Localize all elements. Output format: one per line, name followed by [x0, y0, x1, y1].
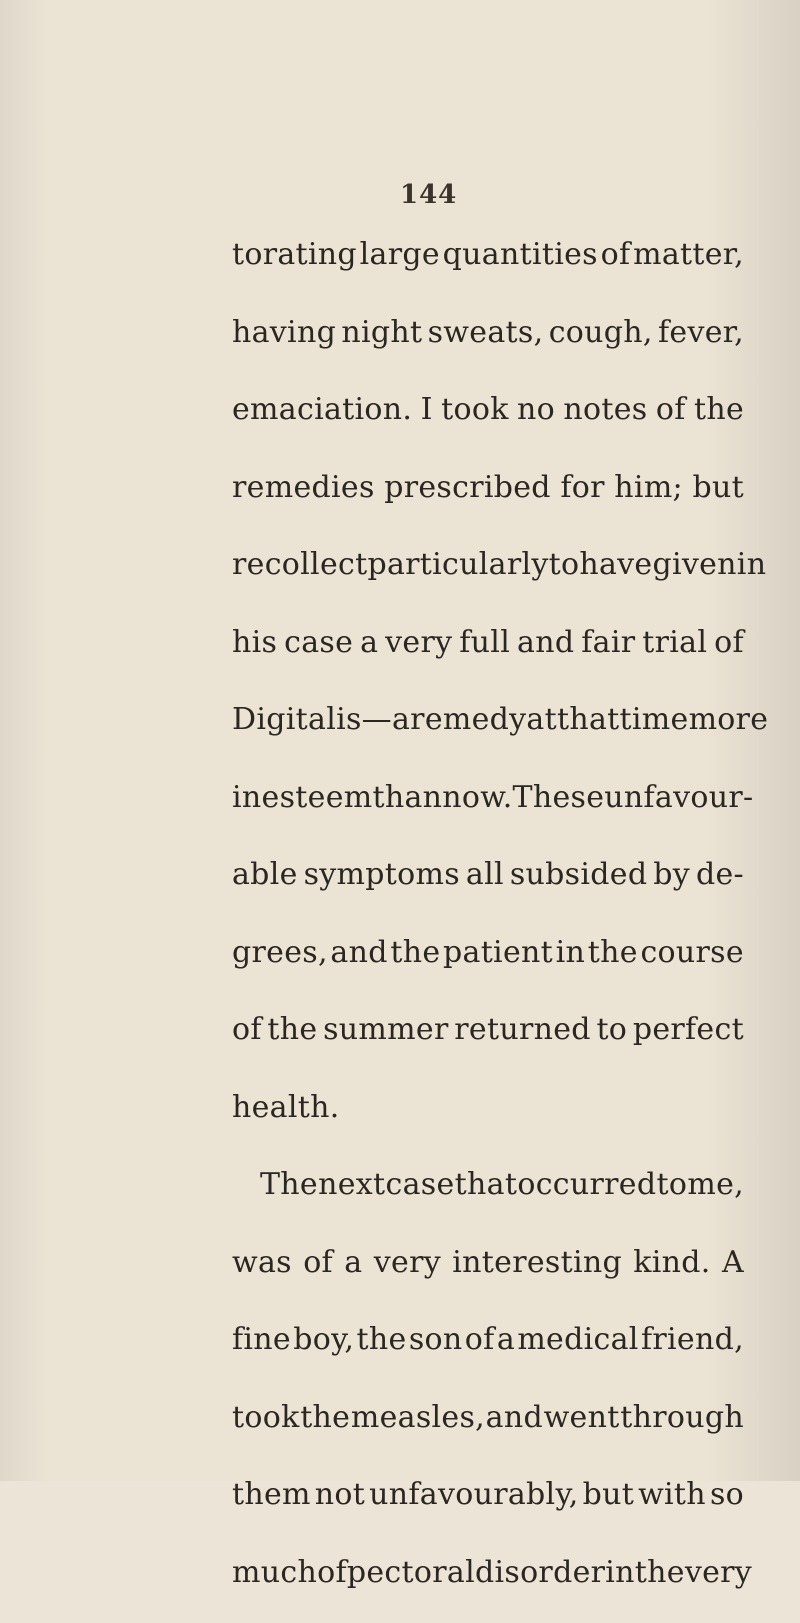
word: at [526, 693, 557, 771]
word: emaciation. [232, 383, 412, 461]
word: These [513, 771, 605, 849]
word: through [620, 1391, 744, 1469]
text-line [232, 926, 744, 1004]
word: was [232, 1236, 292, 1314]
word: friend, [641, 1313, 744, 1391]
word: of [656, 383, 686, 461]
word: pectoral [347, 1546, 475, 1623]
word: them [232, 1468, 311, 1546]
word: patient [443, 926, 553, 1004]
text-line [232, 1546, 744, 1623]
word: very [374, 1236, 441, 1314]
word: a [497, 1313, 515, 1391]
word: that [455, 1158, 518, 1236]
body-text [232, 228, 744, 1623]
text-line [232, 1313, 744, 1391]
word: Digitalis—a [232, 693, 410, 771]
text-line [232, 383, 744, 461]
word: I [421, 383, 433, 461]
word: able [232, 848, 298, 926]
word: case [284, 616, 353, 694]
word: quantities [443, 228, 598, 306]
text-line [232, 771, 744, 849]
word: me, [687, 1158, 744, 1236]
word: next [318, 1158, 385, 1236]
word: de- [696, 848, 744, 926]
word: no [517, 383, 555, 461]
word: of [232, 1003, 262, 1081]
word: the [390, 926, 440, 1004]
word: A [722, 1236, 744, 1314]
word: sweats, [428, 306, 544, 384]
word: but [583, 1468, 634, 1546]
word: unfavour- [604, 771, 753, 849]
word: remedy [410, 693, 526, 771]
word: the [267, 1003, 317, 1081]
word: his [232, 616, 277, 694]
text-line [232, 1158, 744, 1236]
text-line [232, 538, 744, 616]
word: very [385, 616, 452, 694]
word: having [232, 306, 336, 384]
word: of [714, 616, 744, 694]
word: now. [442, 771, 512, 849]
text-line [232, 461, 744, 539]
word: but [693, 461, 744, 539]
text-line [232, 1003, 744, 1081]
text-line [232, 228, 744, 306]
word: have [579, 538, 652, 616]
word: by [653, 848, 690, 926]
word: full [459, 616, 510, 694]
word: particularly [367, 538, 548, 616]
word: very [685, 1546, 752, 1623]
word: The [260, 1158, 318, 1236]
word: than [373, 771, 443, 849]
word: subsided [510, 848, 647, 926]
word: that [557, 693, 620, 771]
word: the [357, 1313, 407, 1391]
word: took [232, 1391, 300, 1469]
word: all [466, 848, 504, 926]
word: son [409, 1313, 463, 1391]
word: course [640, 926, 743, 1004]
word: went [544, 1391, 620, 1469]
word: fever, [658, 306, 744, 384]
word: matter, [633, 228, 744, 306]
word: the [635, 1546, 685, 1623]
word: night [341, 306, 422, 384]
word: esteem [262, 771, 373, 849]
word: boy, [293, 1313, 354, 1391]
word: medical [517, 1313, 638, 1391]
word: with [638, 1468, 706, 1546]
word: took [441, 383, 509, 461]
word: so [710, 1468, 744, 1546]
word: grees, [232, 926, 328, 1004]
word: remedies [232, 461, 375, 539]
word: not [315, 1468, 365, 1546]
word: health. [232, 1081, 340, 1159]
text-line [232, 616, 744, 694]
word: cough, [549, 306, 653, 384]
word: him; [614, 461, 683, 539]
word: prescribed [384, 461, 551, 539]
word: and [486, 1391, 543, 1469]
word: the [588, 926, 638, 1004]
text-line [232, 1081, 744, 1159]
word: given [652, 538, 736, 616]
text-line [232, 848, 744, 926]
word: the [300, 1391, 350, 1469]
word: of [303, 1236, 333, 1314]
word: symptoms [304, 848, 460, 926]
word: a [360, 616, 378, 694]
word: time [620, 693, 689, 771]
word: notes [563, 383, 647, 461]
word: in [605, 1546, 635, 1623]
word: of [601, 228, 631, 306]
word: fair [581, 616, 635, 694]
word: trial [642, 616, 707, 694]
word: for [560, 461, 604, 539]
word: in [737, 538, 767, 616]
word: much [232, 1546, 317, 1623]
text-line [232, 1468, 744, 1546]
word: of [317, 1546, 347, 1623]
word: to [596, 1003, 627, 1081]
word: returned [454, 1003, 591, 1081]
word: the [694, 383, 744, 461]
word: in [556, 926, 586, 1004]
word: summer [323, 1003, 449, 1081]
word: and [330, 926, 387, 1004]
word: more [689, 693, 769, 771]
word: unfavourably, [369, 1468, 578, 1546]
word: recollect [232, 538, 367, 616]
word: and [517, 616, 574, 694]
page-number: 144 [400, 180, 500, 210]
word: large [360, 228, 440, 306]
word: interesting [452, 1236, 622, 1314]
text-line [232, 693, 744, 771]
word: case [386, 1158, 455, 1236]
word: perfect [633, 1003, 744, 1081]
word: disorder [475, 1546, 605, 1623]
word: of [465, 1313, 495, 1391]
word: occurred [517, 1158, 656, 1236]
word: fine [232, 1313, 291, 1391]
text-line [232, 306, 744, 384]
word: in [232, 771, 262, 849]
word: measles, [351, 1391, 485, 1469]
text-line [232, 1391, 744, 1469]
word: to [656, 1158, 687, 1236]
text-line [232, 1236, 744, 1314]
word: torating [232, 228, 357, 306]
word: kind. [633, 1236, 710, 1314]
word: a [344, 1236, 362, 1314]
word: to [549, 538, 580, 616]
